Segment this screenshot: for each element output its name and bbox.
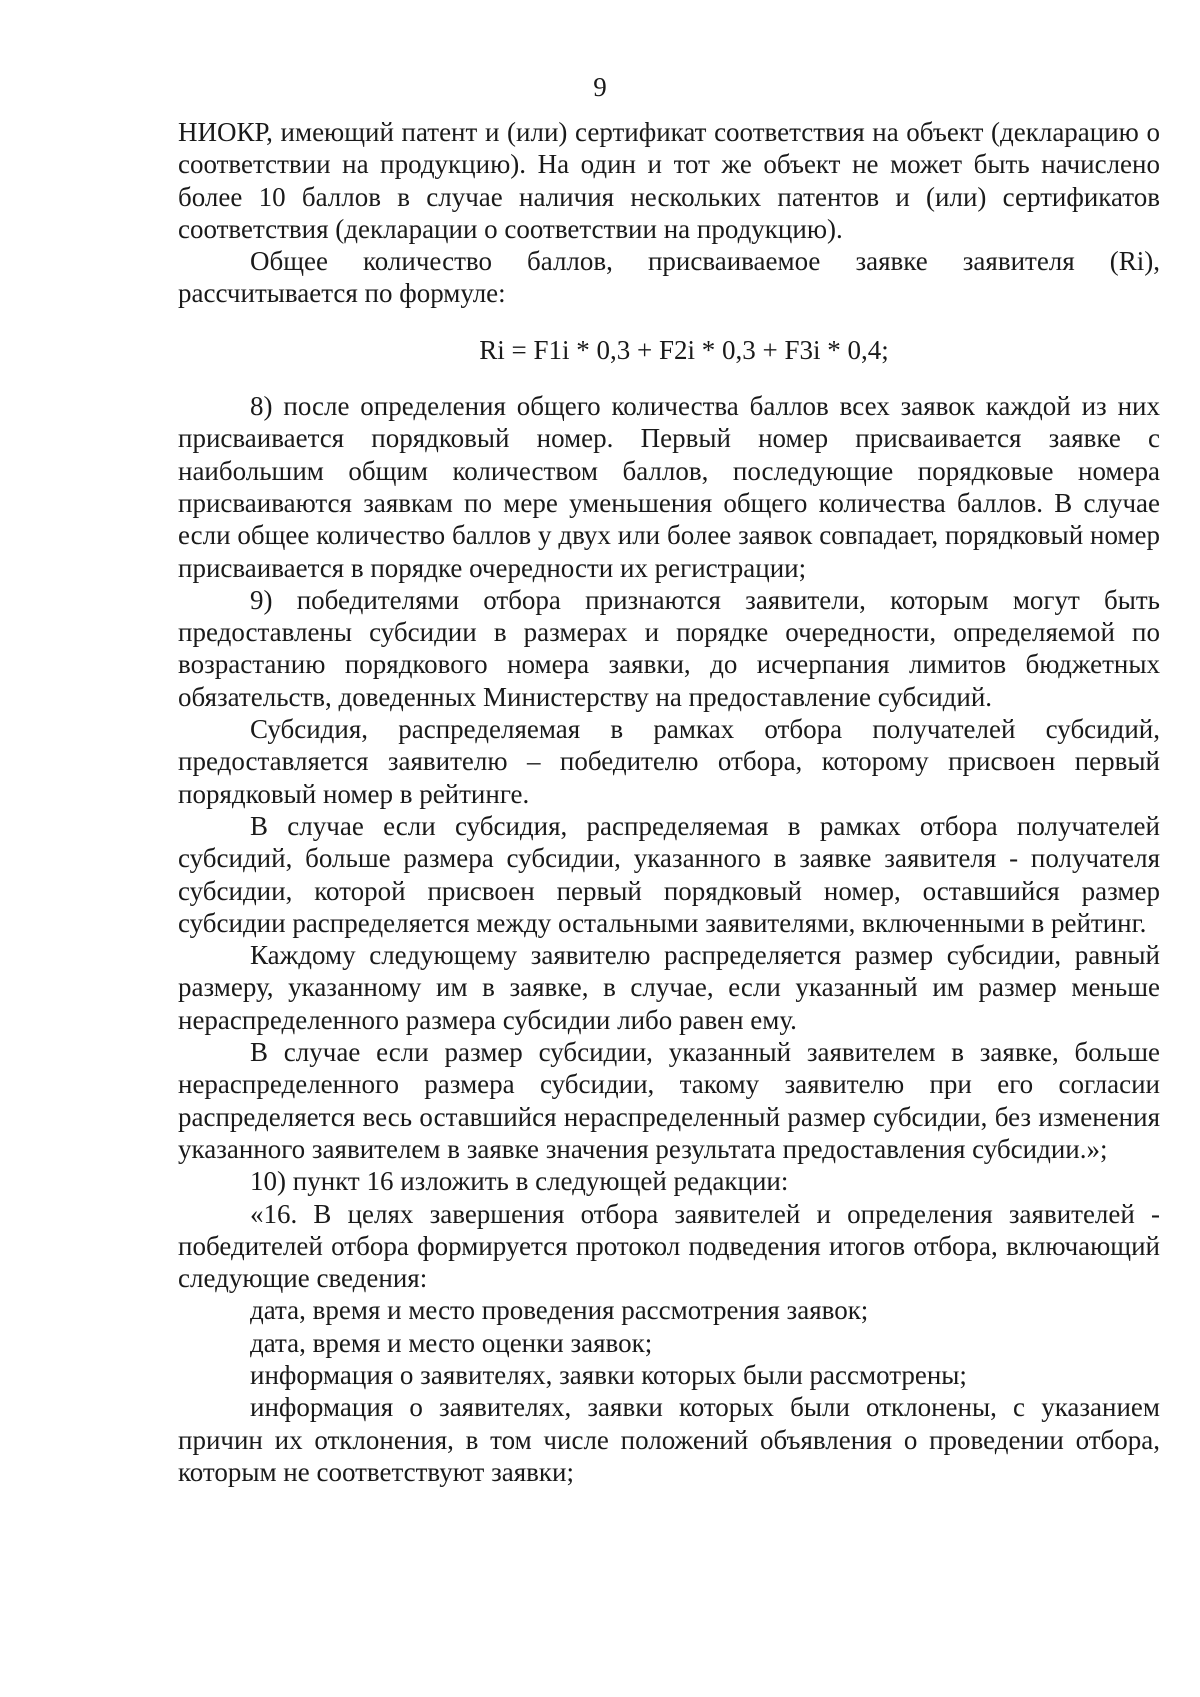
paragraph-subsidy-greater: В случае если размер субсидии, указанный заявителем в заявке, больше нераспределенного размера субсидии, такому заявителю при его согласии распределяется весь оставшийся нераспределенный размер субсидии, без изменения указанного заявителем в заявке значения результата предоставления субсидии.»; — [178, 1037, 1160, 1164]
list-item-review-date: дата, время и место проведения рассмотрения заявок; — [250, 1295, 869, 1326]
list-item-evaluation-date: дата, время и место оценки заявок; — [250, 1327, 653, 1358]
document-body — [178, 116, 1160, 1488]
paragraph-clause-16: «16. В целях завершения отбора заявителей и определения заявителей - победителей отбора формируется протокол подведения итогов отбора, включающий следующие сведения: — [178, 1198, 1160, 1294]
page-number: 9 — [593, 72, 607, 102]
formula: Ri = F1i * 0,3 + F2i * 0,3 + F3i * 0,4; — [479, 334, 889, 365]
list-item-rejected-applicants: информация о заявителях, заявки которых были отклонены, с указанием причин их отклонения, в том числе положений объявления о проведении отбора, которым не соответствуют заявки; — [178, 1392, 1160, 1487]
paragraph-continuation: НИОКР, имеющий патент и (или) сертификат соответствия на объект (декларацию о соответствии на продукцию). На один и тот же объект не может быть начислено более 10 баллов в случае наличия нескольких патентов и (или) сертификатов соответствия (декларации о соответствии на продукцию). — [178, 117, 1160, 244]
paragraph-item-9: 9) победителями отбора признаются заявители, которым могут быть предоставлены субсидии в размерах и порядке очередности, определяемой по возрастанию порядкового номера заявки, до исчерпания лимитов бюджетных обязательств, доведенных Министерству на предоставление субсидий. — [178, 584, 1160, 712]
paragraph-item-10: 10) пункт 16 изложить в следующей редакции: — [250, 1166, 789, 1197]
paragraph-total-score: Общее количество баллов, присваиваемое заявке заявителя (Ri), рассчитывается по формуле: — [178, 246, 1160, 309]
list-item-reviewed-applicants: информация о заявителях, заявки которых были рассмотрены; — [250, 1359, 967, 1390]
paragraph-subsidy-remaining: В случае если субсидия, распределяемая в рамках отбора получателей субсидий, больше размера субсидии, указанного в заявке заявителя - получателя субсидии, которой присвоен первый порядковый номер, оставшийся размер субсидии распределяется между остальными заявителями, включенными в рейтинг. — [178, 810, 1160, 938]
paragraph-item-8: 8) после определения общего количества баллов всех заявок каждой из них присваивается порядковый номер. Первый номер присваивается заявке с наибольшим общим количеством баллов, последующие порядковые номера присваиваются заявкам по мере уменьшения общего количества баллов. В случае если общее количество баллов у двух или более заявок совпадает, порядковый номер присваивается в порядке очередности их регистрации; — [178, 391, 1160, 583]
paragraph-subsidy-first: Субсидия, распределяемая в рамках отбора получателей субсидий, предоставляется заявителю – победителю отбора, которому присвоен первый порядковый номер в рейтинге. — [178, 714, 1160, 809]
paragraph-next-applicant: Каждому следующему заявителю распределяется размер субсидии, равный размеру, указанному им в заявке, в случае, если указанный им размер меньше нераспределенного размера субсидии либо равен ему. — [178, 940, 1160, 1035]
